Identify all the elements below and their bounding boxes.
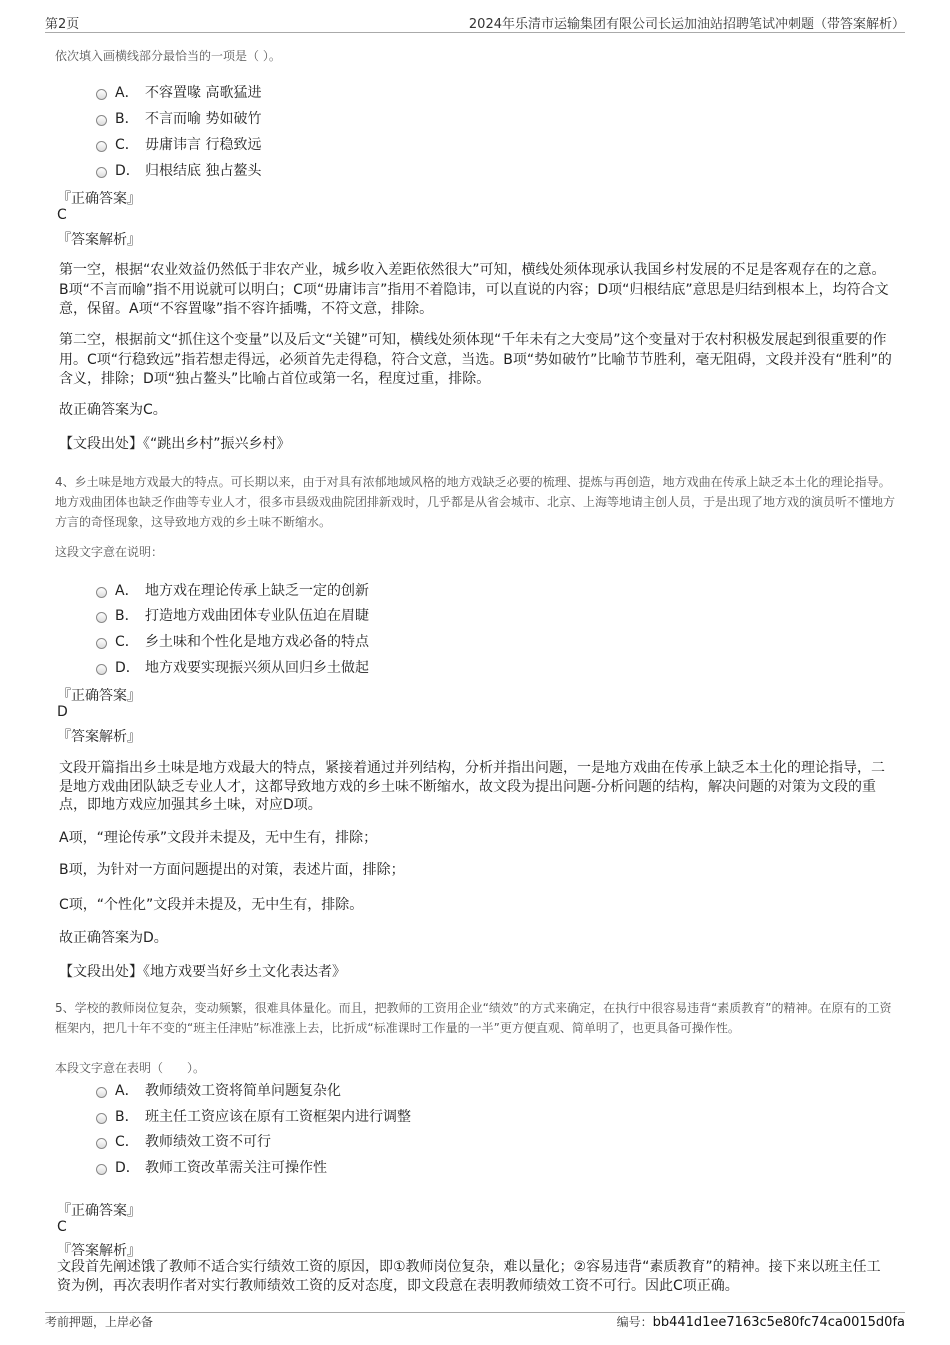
q5-option-b[interactable]: B． 班主任工资应该在原有工资框架内进行调整 [96,1106,411,1126]
radio-icon[interactable] [96,638,107,649]
q5-prompt: 本段文字意在表明（ ）。 [55,1061,206,1075]
q4-text: 4、乡土味是地方戏最大的特点。可长期以来，由于对具有浓郁地域风格的地方戏缺乏必要的梳理、提炼与再创造，地方戏曲在传承上缺乏本土化的理论指导。地方戏曲团体也缺乏作曲等专业人才，很多市县级戏曲院团排新戏时，几乎都是从省会城市、北京、上海等地请主创人员，于是出现了地方戏的演员听不懂地方方言的奇怪现象，这导致地方戏的乡土味不断缩水。 [55,475,896,529]
q5-text: 5、学校的教师岗位复杂，变动频繁，很难具体量化。而且，把教师的工资用企业“绩效”的方式来确定，在执行中很容易违背“素质教育”的精神。在原有的工资框架内，把几十年不变的“班主任津贴”标准涨上去，比折成“标准课时工作量的一半”更方便直观、简单明了，也更具备可操作性。 [55,1001,892,1035]
q3-option-a[interactable]: A． 不容置喙 高歌猛进 [96,82,261,102]
analysis-paragraph: B项，为针对一方面问题提出的对策，表述片面，排除； [59,862,405,878]
radio-icon[interactable] [96,1113,107,1124]
answer-value: C [57,207,67,223]
radio-icon[interactable] [96,115,107,126]
answer-label: 『正确答案』 [57,191,141,207]
analysis-label: 『答案解析』 [57,232,141,248]
analysis-paragraph: 文段首先阐述饿了教师不适合实行绩效工资的原因，即①教师岗位复杂，难以量化；②容易违背“素质教育”的精神。接下来以班主任工资为例，再次表明作者对实行教师绩效工资的反对态度，即文段意在表明教师绩效工资不可行。因此C项正确。 [57,1259,881,1294]
q3-option-d[interactable]: D． 归根结底 独占鳌头 [96,160,261,180]
radio-icon[interactable] [96,89,107,100]
answer-value: C [57,1219,67,1235]
document-id: 编号：bb441d1ee7163c5e80fc74ca0015d0fa [616,1315,905,1330]
q5-option-a[interactable]: A． 教师绩效工资将简单问题复杂化 [96,1080,341,1100]
radio-icon[interactable] [96,612,107,623]
answer-value: D [57,704,68,720]
analysis-paragraph: 文段开篇指出乡土味是地方戏最大的特点，紧接着通过并列结构，分析并指出问题，一是地方戏曲在传承上缺乏本土化的理论指导，二是地方戏曲团队缺乏专业人才，这都导致地方戏的乡土味不断缩水，故文段为提出问题-分析问题的结构，解决问题的对策为文段的重点，即地方戏应加强其乡土味，对应D项。 [59,760,885,813]
q4-option-a[interactable]: A． 地方戏在理论传承上缺乏一定的创新 [96,580,369,600]
analysis-paragraph: 第二空，根据前文“抓住这个变量”以及后文“关键”可知，横线处须体现“千年未有之大变局”这个变量对于农村积极发展起到很重要的作用。C项“行稳致远”指若想走得远，必须首先走得稳，符合文意，当选。B项“势如破竹”比喻节节胜利，毫无阻碍，文段并没有“胜利”的含义，排除；D项“独占鳌头”比喻占首位或第一名，程度过重，排除。 [59,332,892,387]
q3-option-b[interactable]: B． 不言而喻 势如破竹 [96,108,261,128]
footer-slogan: 考前押题，上岸必备 [45,1315,154,1329]
analysis-paragraph: 第一空，根据“农业效益仍然低于非农产业，城乡收入差距依然很大”可知，横线处须体现承认我国乡村发展的不足是客观存在的之意。B项“不言而喻”指不用说就可以明白；C项“毋庸讳言”指用不着隐讳，可以直说的内容；D项“归根结底”意思是归结到根本上，均符合文意，保留。A项“不容置喙”指不容许插嘴，不符文意，排除。 [59,262,889,317]
document-title: 2024年乐清市运输集团有限公司长运加油站招聘笔试冲刺题（带答案解析） [468,17,905,32]
answer-label: 『正确答案』 [57,1203,141,1219]
radio-icon[interactable] [96,664,107,675]
analysis-conclusion: 故正确答案为D。 [59,930,168,946]
answer-label: 『正确答案』 [57,688,141,704]
analysis-paragraph: A项，“理论传承”文段并未提及，无中生有，排除； [59,830,378,846]
q4-option-b[interactable]: B． 打造地方戏曲团体专业队伍迫在眉睫 [96,605,369,625]
analysis-paragraph: C项，“个性化”文段并未提及，无中生有，排除。 [59,897,364,913]
radio-icon[interactable] [96,167,107,178]
header-divider [45,32,905,33]
analysis-label: 『答案解析』 [57,1243,141,1259]
q3-option-c[interactable]: C． 毋庸讳言 行稳致远 [96,134,261,154]
radio-icon[interactable] [96,1087,107,1098]
analysis-label: 『答案解析』 [57,729,141,745]
q4-option-d[interactable]: D． 地方戏要实现振兴须从回归乡土做起 [96,657,369,677]
radio-icon[interactable] [96,1164,107,1175]
q5-option-c[interactable]: C． 教师绩效工资不可行 [96,1131,271,1151]
radio-icon[interactable] [96,1138,107,1149]
source-citation: 【文段出处】《地方戏要当好乡土文化表达者》 [59,964,346,980]
q4-option-c[interactable]: C． 乡土味和个性化是地方戏必备的特点 [96,631,369,651]
analysis-conclusion: 故正确答案为C。 [59,402,167,418]
radio-icon[interactable] [96,141,107,152]
source-citation: 【文段出处】《“跳出乡村”振兴乡村》 [59,436,291,452]
q4-prompt: 这段文字意在说明： [55,545,164,559]
q3-prompt: 依次填入画横线部分最恰当的一项是（ ）。 [55,49,281,63]
radio-icon[interactable] [96,587,107,598]
q5-option-d[interactable]: D． 教师工资改革需关注可操作性 [96,1157,327,1177]
page-number: 第2页 [45,17,80,32]
